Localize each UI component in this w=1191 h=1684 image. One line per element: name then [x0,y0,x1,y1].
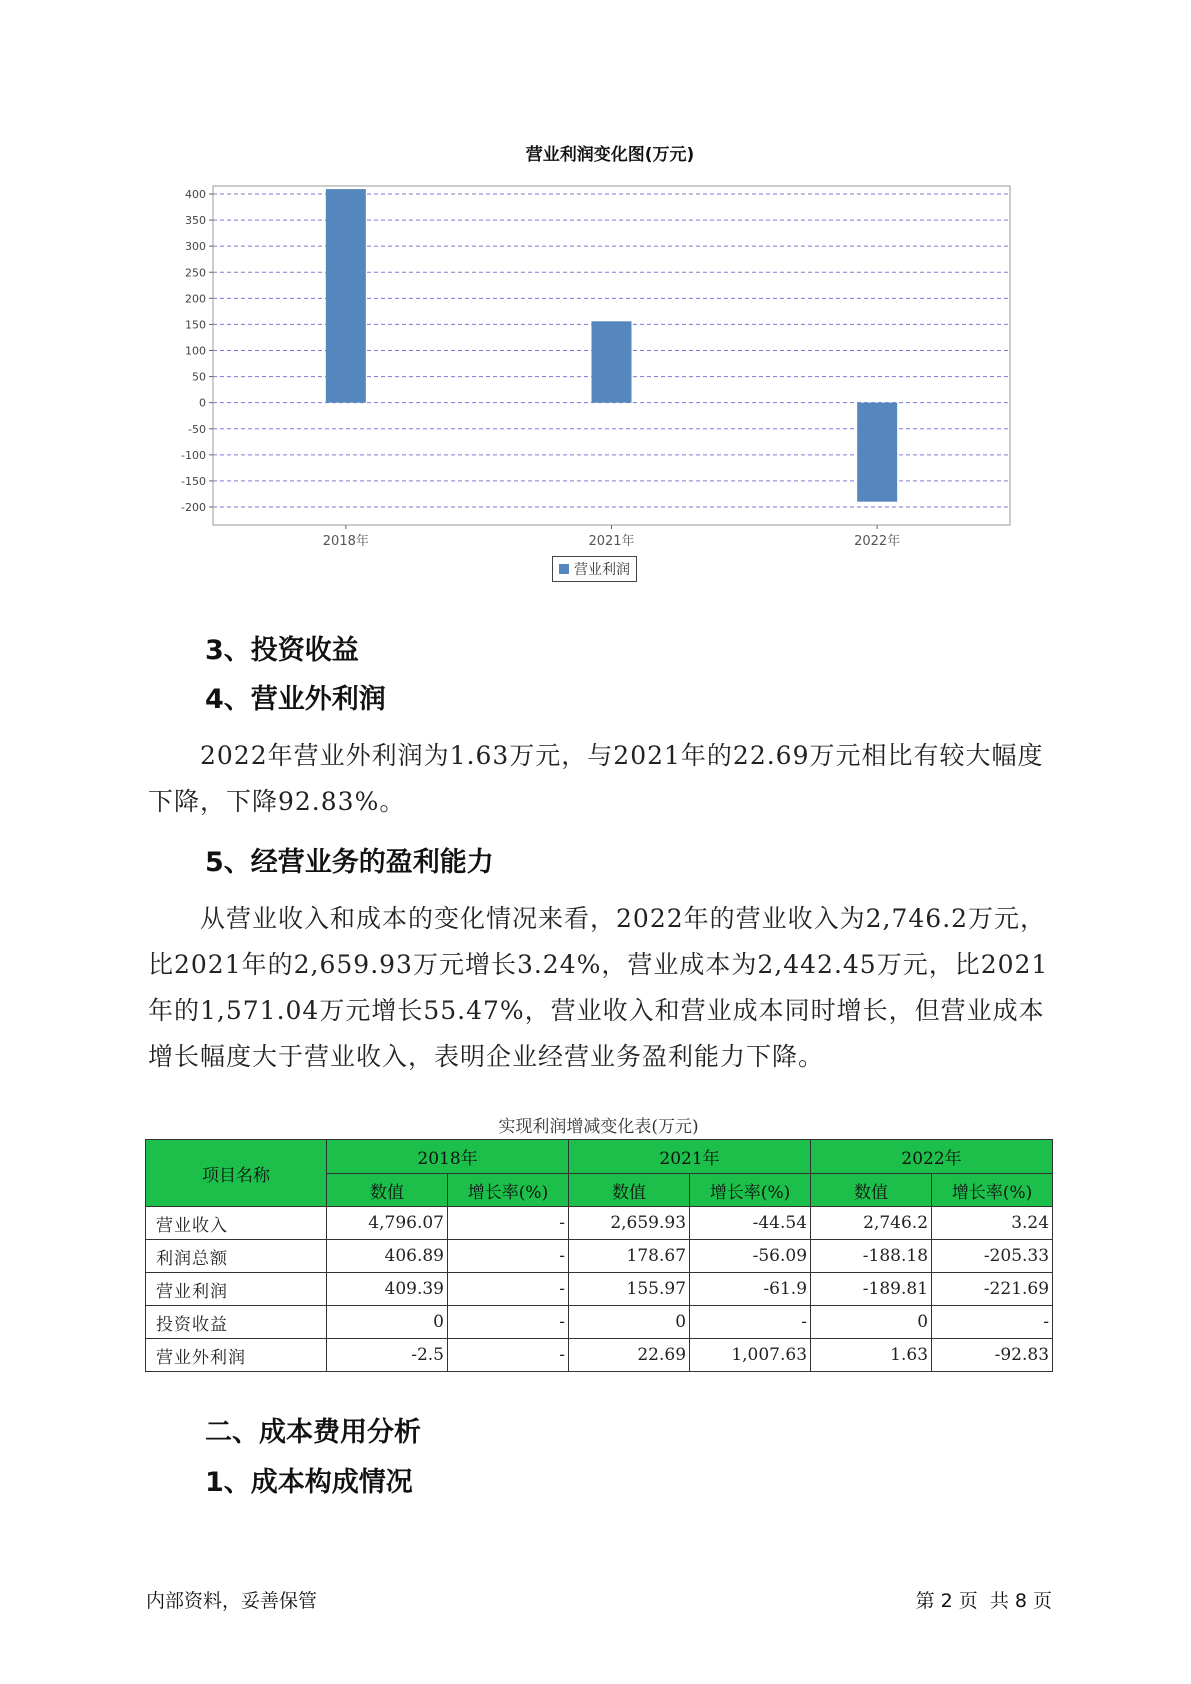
y-tick-label: 400 [185,188,206,201]
table-cell: 178.67 [569,1240,690,1273]
footer-confidential: 内部资料，妥善保管 [146,1590,318,1612]
paragraph-non-operating-profit: 2022年营业外利润为1.63万元，与2021年的22.69万元相比有较大幅度下降，下降92.83%。 [148,741,1044,816]
y-tick-label: 0 [199,396,206,410]
profit-change-table [145,1139,1053,1372]
table-row [146,1339,1053,1372]
y-tick-label: 350 [185,214,206,228]
chart-legend [552,556,637,582]
heading-investment-income: 3、投资收益 [205,635,359,666]
table-cell: 3.24 [932,1207,1053,1240]
row-name: 利润总额 [146,1240,327,1273]
header-item-name: 项目名称 [146,1140,327,1207]
header-year-2018: 2018年 [327,1140,569,1174]
y-tick-label: -200 [181,501,206,514]
table-cell: 0 [569,1306,690,1339]
x-tick-label: 2022年 [854,534,901,549]
paragraph-profitability: 从营业收入和成本的变化情况来看，2022年的营业收入为2,746.2万元，比2021年的2,659.93万元增长3.24%，营业成本为2,442.45万元，比2021年的1,571.04万元增长55.47%，营业收入和营业成本同时增长，但营业成本增长幅度大于营业收入，表明企业经营业务盈利能力下降。 [148,904,1049,1071]
header-year-2022: 2022年 [811,1140,1053,1174]
table-cell: -189.81 [811,1273,932,1306]
legend-label: 营业利润 [574,562,630,578]
y-tick-label: -100 [181,448,206,462]
table-cell: 155.97 [569,1273,690,1306]
table-caption: 实现利润增减变化表(万元) [498,1117,699,1137]
table-cell: - [448,1273,569,1306]
row-name: 营业外利润 [146,1339,327,1372]
legend-swatch [559,564,569,574]
table-cell: 0 [811,1306,932,1339]
y-tick-label: -150 [181,474,206,488]
x-tick-label: 2021年 [588,534,635,549]
y-tick-label: 250 [185,266,206,280]
footer-page-number: 第 2 页 共 8 页 [915,1590,1052,1612]
header-growth: 增长率(%) [932,1174,1053,1207]
table-cell: 1,007.63 [690,1339,811,1372]
heading-cost-structure: 1、成本构成情况 [205,1467,413,1498]
table-cell: -221.69 [932,1273,1053,1306]
header-value: 数值 [811,1174,932,1207]
table-cell: - [932,1306,1053,1339]
table-row [146,1240,1053,1273]
table-cell: 406.89 [327,1240,448,1273]
header-growth: 增长率(%) [690,1174,811,1207]
y-tick-label: 150 [185,318,206,332]
heading-profitability: 5、经营业务的盈利能力 [205,847,494,878]
table-cell: - [448,1240,569,1273]
table-cell: 22.69 [569,1339,690,1372]
table-cell: 1.63 [811,1339,932,1372]
table-cell: -44.54 [690,1207,811,1240]
bar-2018年 [326,189,366,403]
table-cell: -205.33 [932,1240,1053,1273]
table-cell: 0 [327,1306,448,1339]
table-cell: -188.18 [811,1240,932,1273]
heading-non-operating-profit: 4、营业外利润 [205,684,386,715]
chart-title: 营业利润变化图(万元) [525,145,695,165]
header-year-2021: 2021年 [569,1140,811,1174]
table-cell: -56.09 [690,1240,811,1273]
table-row [146,1273,1053,1306]
row-name: 投资收益 [146,1306,327,1339]
x-tick-label: 2018年 [322,534,369,549]
y-tick-label: -50 [188,422,206,436]
table-cell: - [690,1306,811,1339]
table-cell: 409.39 [327,1273,448,1306]
header-value: 数值 [327,1174,448,1207]
table-cell: -92.83 [932,1339,1053,1372]
table-cell: 2,746.2 [811,1207,932,1240]
row-name: 营业收入 [146,1207,327,1240]
y-tick-label: 50 [192,370,206,384]
y-tick-label: 300 [185,240,206,254]
table-cell: -61.9 [690,1273,811,1306]
y-tick-label: 200 [185,292,206,306]
profit-chart [181,140,1030,590]
table-cell: - [448,1306,569,1339]
chart-svg [181,180,1030,560]
row-name: 营业利润 [146,1273,327,1306]
bar-2021年 [592,321,632,402]
table-cell: - [448,1207,569,1240]
header-growth: 增长率(%) [448,1174,569,1207]
table-cell: -2.5 [327,1339,448,1372]
table-row [146,1306,1053,1339]
bar-2022年 [857,403,897,502]
header-value: 数值 [569,1174,690,1207]
table-cell: 2,659.93 [569,1207,690,1240]
table-cell: - [448,1339,569,1372]
table-row [146,1207,1053,1240]
y-tick-label: 100 [185,344,206,358]
heading-cost-analysis: 二、成本费用分析 [205,1417,421,1448]
table-cell: 4,796.07 [327,1207,448,1240]
